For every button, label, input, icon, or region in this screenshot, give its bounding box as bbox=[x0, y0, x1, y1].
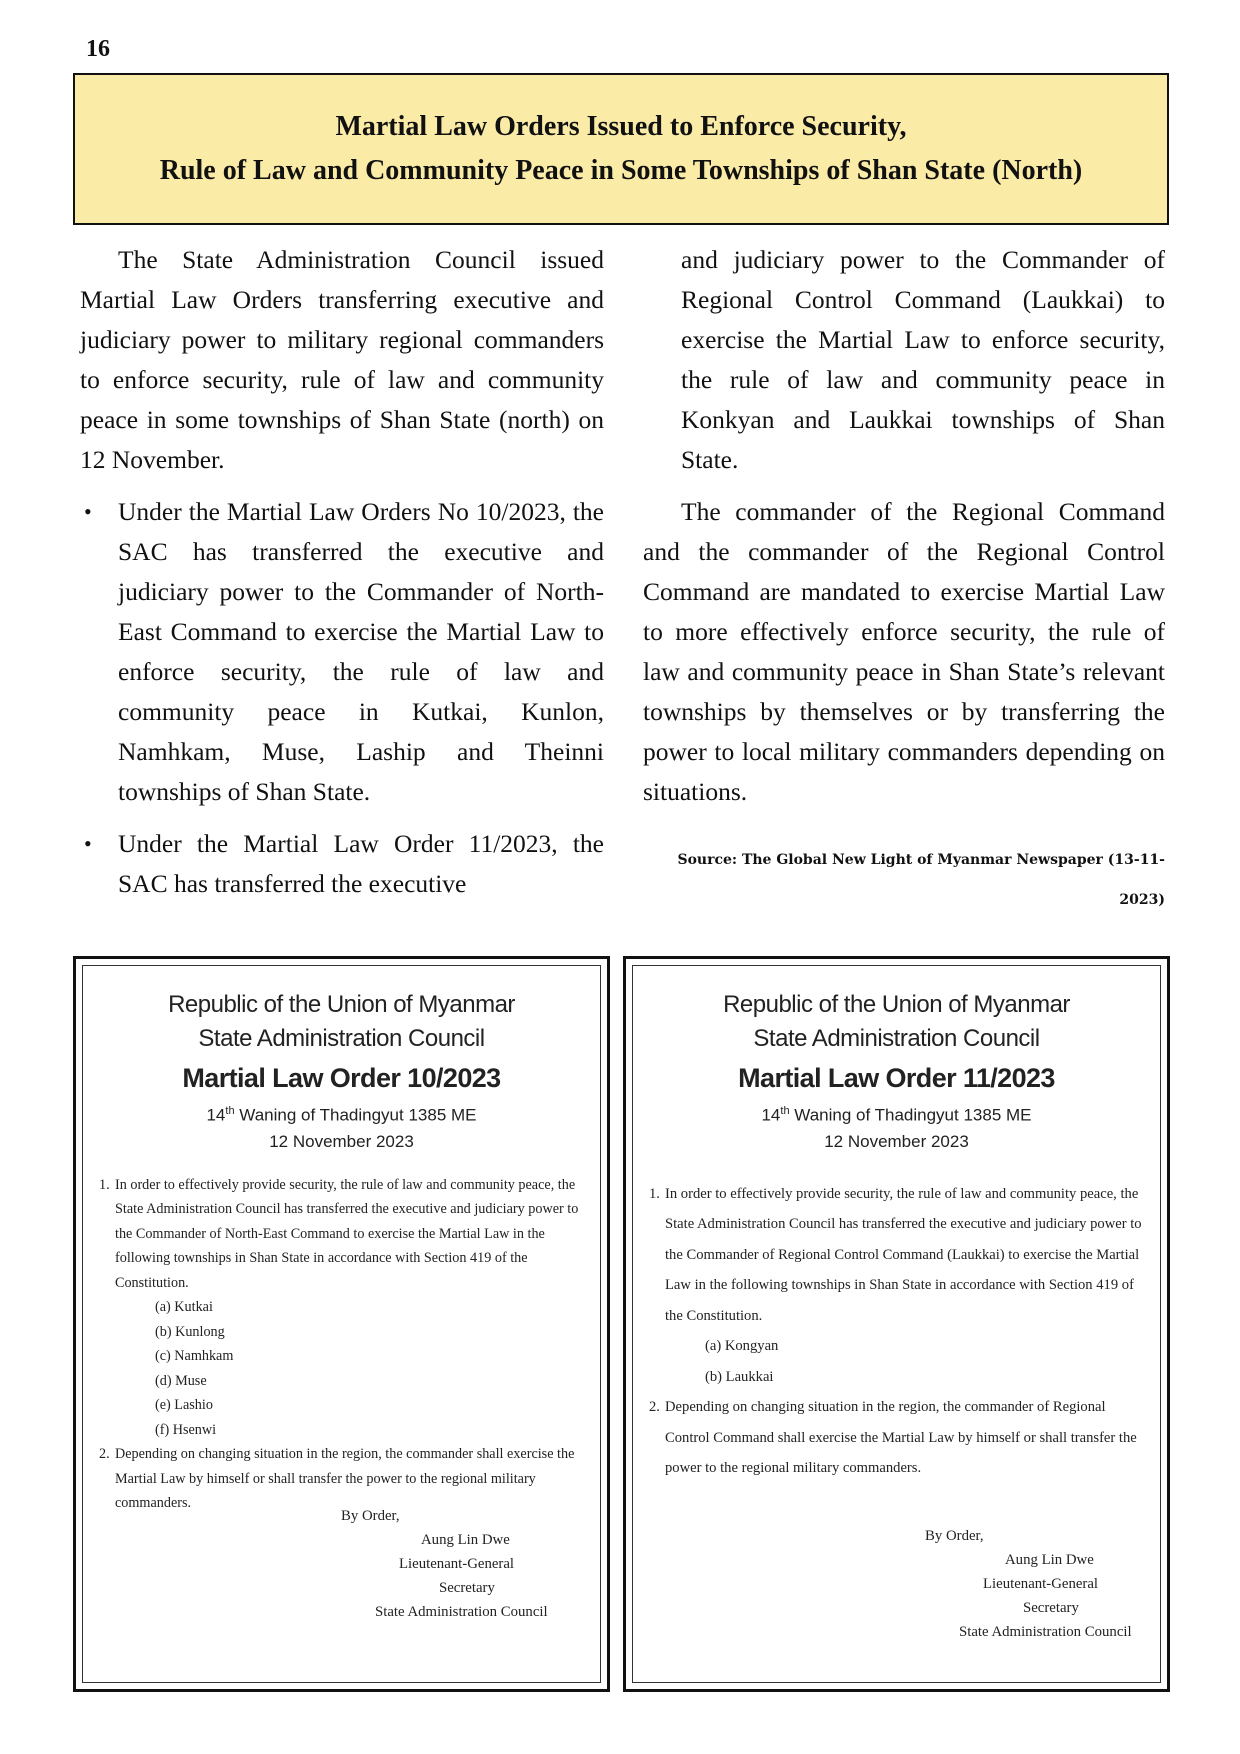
order-signature: By Order, Aung Lin Dwe Lieutenant-General Secretary State Administration Council bbox=[925, 1528, 1132, 1640]
article-title-line-1: Martial Law Orders Issued to Enforce Security, bbox=[335, 111, 907, 142]
order-date: 12 November 2023 bbox=[269, 1131, 414, 1151]
order-title: Martial Law Order 11/2023 bbox=[738, 1063, 1055, 1093]
bullet-icon: • bbox=[84, 831, 92, 856]
order-header bbox=[99, 988, 584, 1155]
order-document bbox=[632, 965, 1161, 1683]
order-lunar-date: 14th Waning of Thadingyut 1385 ME bbox=[761, 1105, 1032, 1125]
township-item: (b) Laukkai bbox=[705, 1368, 774, 1385]
order-republic: Republic of the Union of Myanmar bbox=[723, 991, 1070, 1018]
martial-law-order-10-image bbox=[73, 956, 610, 1692]
order-date: 12 November 2023 bbox=[824, 1131, 969, 1151]
order-council: State Administration Council bbox=[198, 1025, 485, 1052]
intro-paragraph: The State Administration Council issued Martial Law Orders transferring executive and judiciary power to military regional commanders to enforce security, rule of law and community peace in some townships of Shan State (north) on 12 November. bbox=[80, 245, 604, 474]
order-document bbox=[82, 965, 601, 1683]
source-credit: Source: The Global New Light of Myanmar Newspaper (13-11-2023) bbox=[677, 852, 1165, 908]
article-title-line-2: Rule of Law and Community Peace in Some Townships of Shan State (North) bbox=[159, 155, 1083, 186]
article-title-box bbox=[73, 73, 1169, 225]
order-header bbox=[649, 988, 1144, 1155]
order-body bbox=[99, 1173, 584, 1516]
bullet-continuation: and judiciary power to the Commander of Regional Control Command (Laukkai) to exercise the Martial Law to enforce security, the rule of law and community peace in Konkyan and Laukkai townships of Shan State. bbox=[681, 245, 1165, 474]
township-item: (e) Lashio bbox=[155, 1397, 213, 1414]
bullet-text: Under the Martial Law Order 11/2023, the SAC has transferred the executive bbox=[118, 829, 604, 898]
order-lunar-date: 14th Waning of Thadingyut 1385 ME bbox=[206, 1105, 477, 1125]
order-bullet-list bbox=[80, 492, 604, 904]
left-column bbox=[80, 240, 604, 916]
order-clause-1: 1. In order to effectively provide security, the rule of law and community peace, the State Administration Council has transferred the executive and judiciary power to the Commander of Regional Control Command (Laukkai) to exercise the Martial Law in the following townships in Shan State in accordance with Section 419 of the Constitution. bbox=[649, 1185, 1142, 1324]
township-item: (c) Namhkam bbox=[155, 1348, 234, 1365]
order-council: State Administration Council bbox=[753, 1025, 1040, 1052]
closing-paragraph: The commander of the Regional Command and the commander of the Regional Control Command are mandated to exercise Martial Law to more effectively enforce security, the rule of law and community peace in Shan State’s relevant townships by themselves or by transferring the power to local military commanders depending on situations. bbox=[643, 497, 1165, 806]
township-item: (d) Muse bbox=[155, 1372, 207, 1389]
order-body bbox=[649, 1179, 1144, 1484]
order-title: Martial Law Order 10/2023 bbox=[182, 1063, 501, 1093]
right-column bbox=[643, 240, 1165, 920]
page-number: 16 bbox=[86, 36, 110, 62]
township-item: (a) Kongyan bbox=[705, 1338, 779, 1355]
bullet-item-order-11 bbox=[80, 824, 604, 904]
martial-law-order-11-image bbox=[623, 956, 1170, 1692]
bullet-text: Under the Martial Law Orders No 10/2023, the SAC has transferred the executive and judiciary power to the Commander of North-East Command to exercise the Martial Law to enforce security, the rule of law and community peace in Kutkai, Kunlon, Namhkam, Muse, Laship and Theinni townships of Shan State. bbox=[118, 497, 604, 806]
order-clause-2: 2. Depending on changing situation in the region, the commander shall exercise the Martial Law by himself or shall transfer the power to the regional military commanders. bbox=[99, 1446, 575, 1512]
order-clause-2: 2. Depending on changing situation in the region, the commander of Regional Control Command shall exercise the Martial Law by himself or shall transfer the power to the regional military commanders. bbox=[649, 1399, 1137, 1477]
township-item: (a) Kutkai bbox=[155, 1299, 213, 1316]
order-signature: By Order, Aung Lin Dwe Lieutenant-General Secretary State Administration Council bbox=[341, 1508, 548, 1620]
bullet-icon: • bbox=[84, 499, 92, 524]
bullet-item-order-10 bbox=[80, 492, 604, 812]
order-republic: Republic of the Union of Myanmar bbox=[168, 991, 515, 1018]
township-item: (b) Kunlong bbox=[155, 1323, 225, 1340]
township-item: (f) Hsenwi bbox=[155, 1421, 217, 1438]
order-clause-1: 1. In order to effectively provide security, the rule of law and community peace, the State Administration Council has transferred the executive and judiciary power to the Commander of North-East Command to exercise the Martial Law in the following townships in Shan State in accordance with Section 419 of the Constitution. bbox=[99, 1176, 579, 1291]
